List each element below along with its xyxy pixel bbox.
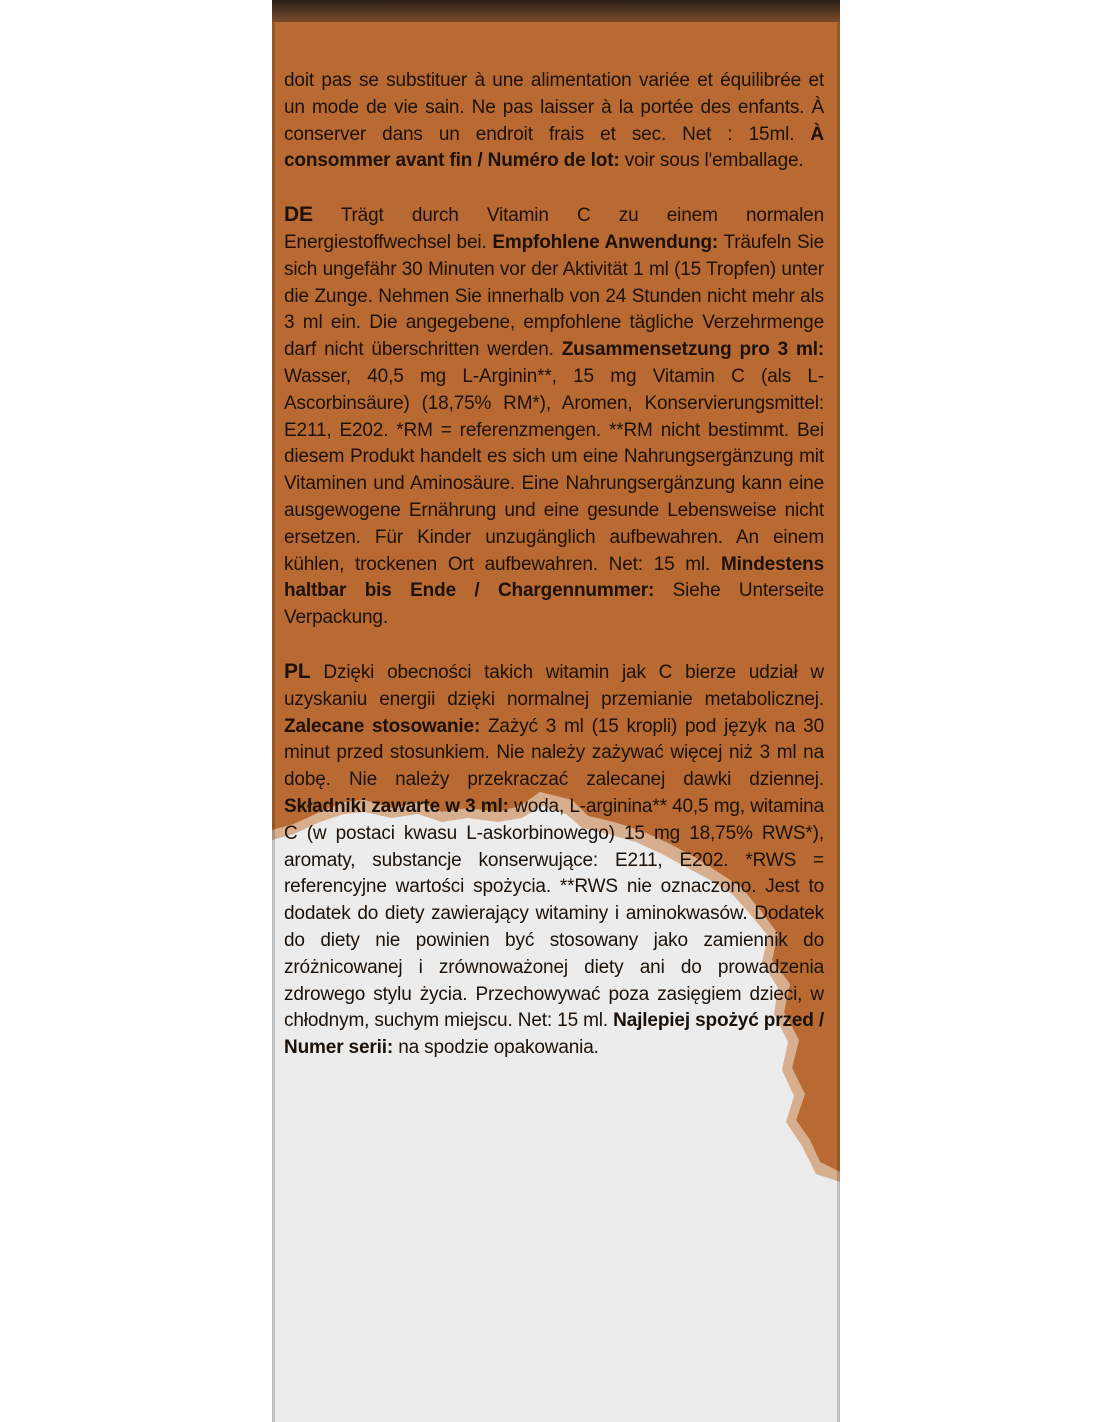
pl-usage-label: Zalecane stosowanie:: [284, 715, 481, 737]
pl-text-2: Zażyć 3 ml (15 kropli) pod język na 30 minut przed stosunkiem. Nie należy zażywać więcej niż 3 ml na dobę. Nie należy przekraczać zalecanej dawki dziennej.: [284, 715, 824, 791]
de-text-1: Trägt durch Vitamin C zu einem normalen Energiestoffwechsel bei.: [284, 205, 824, 253]
de-language-code: DE: [284, 203, 313, 227]
fr-best-before-label: À consommer avant fin / Numéro de lot:: [284, 123, 824, 172]
pl-language-code: PL: [284, 659, 311, 683]
pl-text-1: Dzięki obecności takich witamin jak C bierze udział w uzyskaniu energii dzięki normalnej przemianie metabolicznej.: [284, 661, 824, 710]
label-text: [284, 68, 824, 1062]
fr-text-2: voir sous l'emballage.: [619, 150, 804, 172]
pl-ingredients-label: Składniki zawarte w 3 ml:: [284, 795, 509, 817]
product-label-panel: [272, 0, 840, 1422]
pl-text-4: na spodzie opakowania.: [393, 1037, 599, 1059]
de-text-2: Träufeln Sie sich ungefähr 30 Minuten vor der Aktivität 1 ml (15 Tropfen) unter die Zunge. Nehmen Sie innerhalb von 24 Stunden nicht mehr als 3 ml ein. Die angegebene, empfohlene tägliche Verzehrmenge darf nicht überschritten werden.: [284, 231, 824, 361]
de-text-3: Wasser, 40,5 mg L-Arginin**, 15 mg Vitamin C (als L-Ascorbinsäure) (18,75% RM*), Aromen, Konservierungsmittel: E211, E202. *RM = referenzmengen. **RM nicht bestimmt. Bei diesem Produkt handelt es sich um eine Nahrungsergänzung mit Vitaminen und Aminosäure. Eine Nahrungsergänzung kann eine ausgewogene Ernährung und eine gesunde Lebensweise nicht ersetzen. Für Kinder unzugänglich aufbewahren. An einem kühlen, trockenen Ort aufbewahren. Net: 15 ml.: [284, 365, 824, 575]
package-top-edge: [272, 0, 840, 22]
panel-right-fold: [837, 22, 840, 1422]
de-text-4: Siehe Unterseite Verpackung.: [284, 580, 824, 629]
pl-best-before-label: Najlepiej spożyć przed / Numer serii:: [284, 1010, 824, 1059]
de-best-before-label: Mindestens haltbar bis Ende / Chargennummer:: [284, 553, 824, 602]
fr-section: [284, 68, 824, 175]
pl-text-3: woda, L-arginina** 40,5 mg, witamina C (w postaci kwasu L-askorbinowego) 15 mg 18,75% RWS*), aromaty, substancje konserwujące: E211, E202. *RWS = referencyjne wartości spożycia. **RWS nie oznaczono. Jest to dodatek do diety zawierający witaminy i aminokwasów. Dodatek do diety nie powinien być stosowany jako zamiennik do zróżnicowanej i zrównoważonej diety ani do prowadzenia zdrowego stylu życia. Przechowywać poza zasięgiem dzieci, w chłodnym, suchym miejscu. Net: 15 ml.: [284, 795, 824, 1032]
de-usage-label: Empfohlene Anwendung:: [492, 231, 719, 253]
pl-section: [284, 659, 824, 1062]
fr-text-1: doit pas se substituer à une alimentation variée et équilibrée et un mode de vie sain. Ne pas laisser à la portée des enfants. À conserver dans un endroit frais et sec. Net : 15ml.: [284, 70, 824, 145]
de-composition-label: Zusammensetzung pro 3 ml:: [561, 339, 824, 361]
panel-left-fold: [272, 22, 275, 1422]
de-section: [284, 202, 824, 632]
